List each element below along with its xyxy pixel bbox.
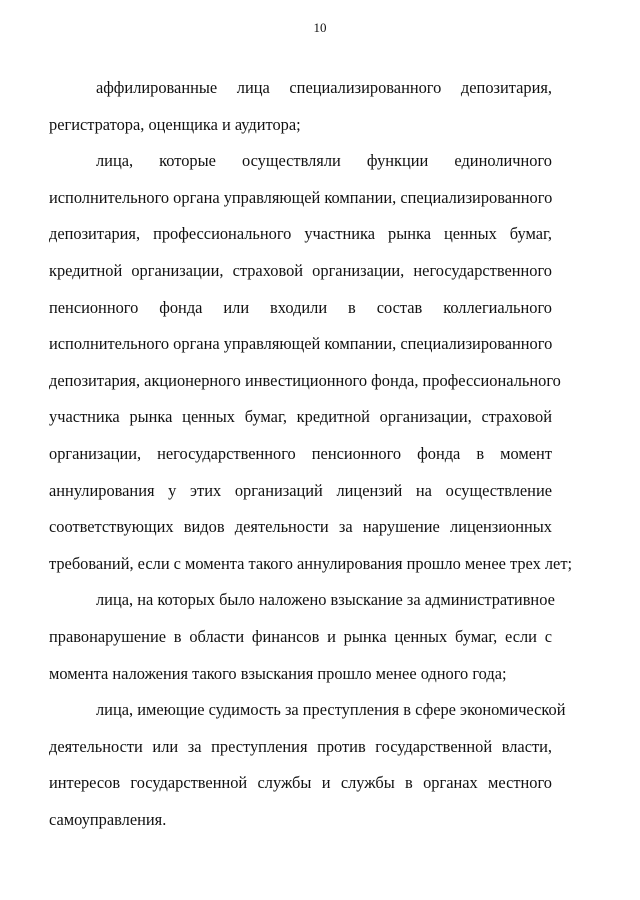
text-line: деятельности или за преступления против государственной власти, [49,736,552,756]
text-line: исполнительного органа управляющей компании, специализированного [49,187,553,207]
text-line: лица, на которых было наложено взыскание за административное [96,590,555,610]
text-line: требований, если с момента такого аннулирования прошло менее трех лет; [49,553,573,573]
page-number: 10 [313,20,327,35]
text-line: кредитной организации, страховой организации, негосударственного [49,260,552,280]
text-line: лица, имеющие судимость за преступления в сфере экономической [96,700,566,720]
text-line: аннулирования у этих организаций лицензий на осуществление [49,480,552,500]
document-body [49,70,573,838]
text-line: аффилированные лица специализированного депозитария, [96,78,552,97]
text-line: интересов государственной службы и службы в органах местного [49,773,552,793]
text-line: депозитария, профессионального участника рынка ценных бумаг, [49,224,552,244]
text-line: момента наложения такого взыскания прошло менее одного года; [49,663,507,683]
text-line: исполнительного органа управляющей компании, специализированного [49,334,553,354]
text-line: лица, которые осуществляли функции единоличного [96,151,552,171]
text-line: организации, негосударственного пенсионного фонда в момент [49,443,552,463]
text-line: правонарушение в области финансов и рынка ценных бумаг, если с [49,626,552,646]
text-line: пенсионного фонда или входили в состав коллегиального [49,297,552,317]
text-line: самоуправления. [49,809,167,829]
text-line: участника рынка ценных бумаг, кредитной организации, страховой [49,407,552,427]
text-line: соответствующих видов деятельности за нарушение лицензионных [49,517,552,537]
text-line: депозитария, акционерного инвестиционного фонда, профессионального [49,370,561,390]
text-line: регистратора, оценщика и аудитора; [49,114,301,134]
